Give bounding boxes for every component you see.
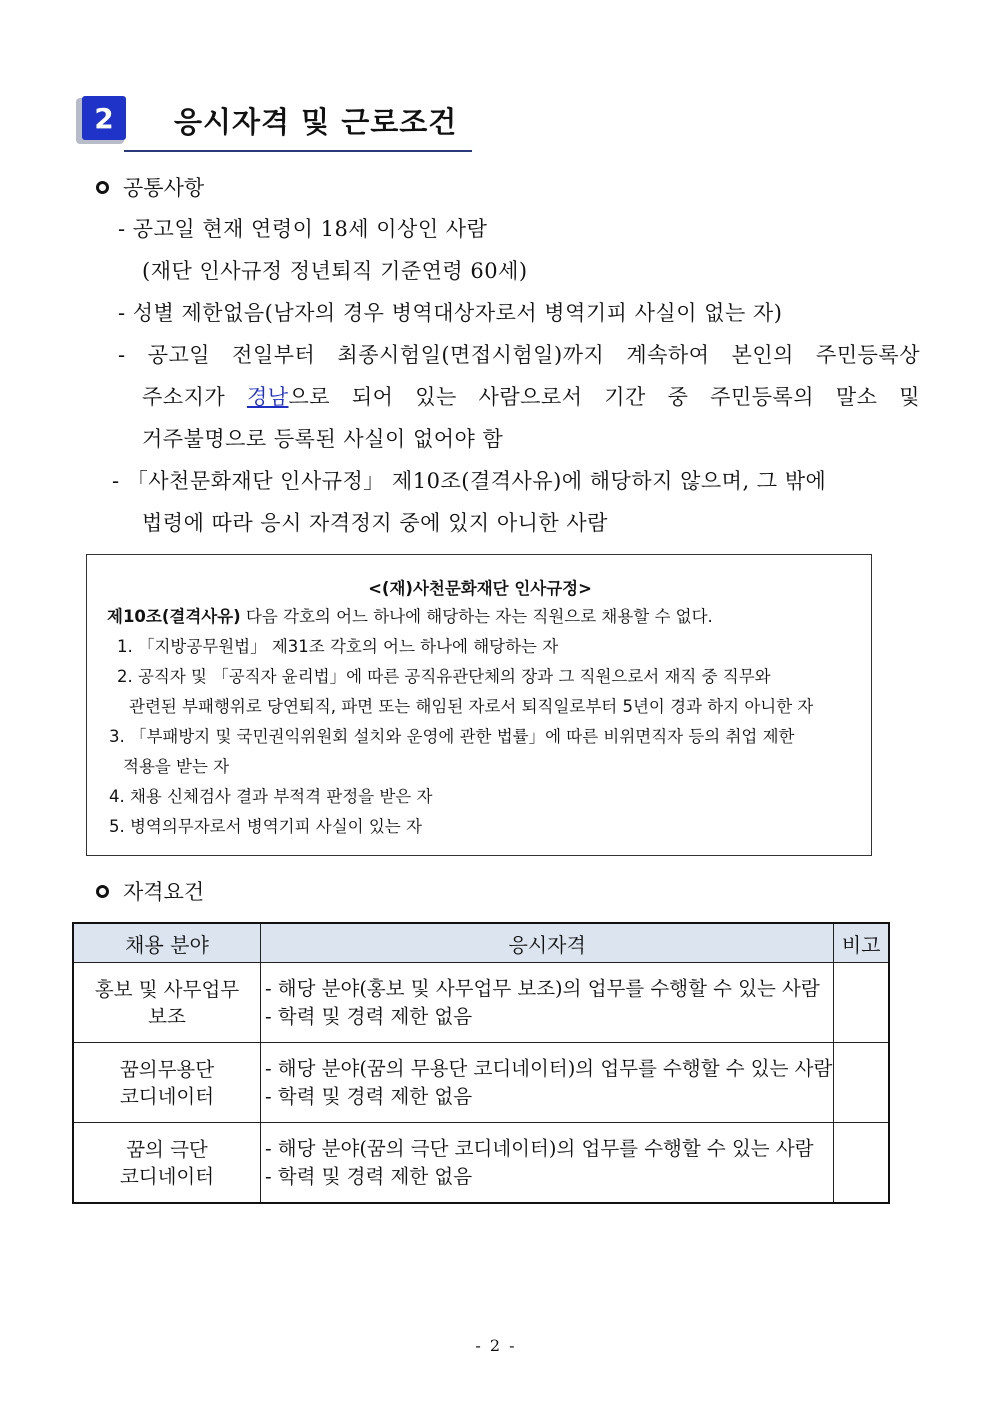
field-cell	[73, 963, 260, 1043]
qualification-cell	[260, 1043, 833, 1123]
field-cell	[73, 1043, 260, 1123]
field-line: 코디네이터	[119, 1084, 215, 1108]
address-suffix: 으로 되어 있는 사람으로서 기간 중 주민등록의 말소 및	[288, 385, 920, 409]
qualification-line: - 학력 및 경력 제한 없음	[264, 1084, 473, 1108]
note-cell	[834, 1123, 889, 1204]
regulation-item: 5. 병역의무자로서 병역기피 사실이 있는 자	[109, 817, 422, 836]
qualification-line: - 해당 분야(꿈의 무용단 코디네이터)의 업무를 수행할 수 있는 사람	[264, 1056, 833, 1080]
note-cell	[834, 1043, 889, 1123]
field-line: 꿈의무용단	[119, 1057, 215, 1081]
regulation-item: 1. 「지방공무원법」 제31조 각호의 어느 하나에 해당하는 자	[117, 637, 559, 656]
circle-bullet-icon	[96, 885, 109, 898]
table-row	[73, 963, 889, 1043]
header-field: 채용 분야	[73, 923, 260, 963]
common-line-2: (재단 인사규정 정년퇴직 기준연령 60세)	[142, 259, 528, 283]
field-line: 코디네이터	[119, 1164, 215, 1188]
section-header	[76, 96, 472, 154]
common-line-3: - 성별 제한없음(남자의 경우 병역대상자로서 병역기피 사실이 없는 자)	[118, 301, 783, 325]
table-header-row	[73, 923, 889, 963]
qualification-line: - 학력 및 경력 제한 없음	[264, 1004, 473, 1028]
header-note: 비고	[834, 923, 889, 963]
qualification-cell	[260, 963, 833, 1043]
table-row	[73, 1123, 889, 1204]
regulation-item: 2. 공직자 및 「공직자 윤리법」에 따른 공직유관단체의 장과 그 직원으로서 재직 중 직무와	[117, 667, 771, 686]
regulation-article	[107, 603, 713, 627]
common-line-1: - 공고일 현재 연령이 18세 이상인 사람	[118, 217, 488, 241]
common-heading	[96, 172, 204, 202]
field-line: 꿈의 극단	[126, 1137, 208, 1161]
common-line-8: 법령에 따라 응시 자격정지 중에 있지 아니한 사람	[142, 511, 608, 535]
requirements-table	[72, 922, 890, 1204]
field-line: 보조	[148, 1004, 186, 1028]
section-title: 응시자격 및 근로조건	[174, 105, 458, 139]
regulation-item: 적용을 받는 자	[123, 757, 230, 776]
note-cell	[834, 963, 889, 1043]
qualification-line: - 해당 분야(꿈의 극단 코디네이터)의 업무를 수행할 수 있는 사람	[264, 1136, 814, 1160]
field-cell	[73, 1123, 260, 1204]
regulation-box	[86, 554, 872, 856]
regulation-item: 4. 채용 신체검사 결과 부적격 판정을 받은 자	[109, 787, 433, 806]
article-label: 제10조(결격사유)	[107, 607, 241, 626]
qualification-line: - 학력 및 경력 제한 없음	[264, 1164, 473, 1188]
regulation-item: 관련된 부패행위로 당연퇴직, 파면 또는 해임된 자로서 퇴직일로부터 5년이 경과 하지 아니한 자	[129, 697, 814, 716]
field-line: 홍보 및 사무업무	[94, 977, 240, 1001]
common-line-4: - 공고일 전일부터 최종시험일(면접시험일)까지 계속하여 본인의 주민등록상	[118, 343, 920, 367]
requirements-heading	[96, 876, 204, 906]
qualification-line: - 해당 분야(홍보 및 사무업무 보조)의 업무를 수행할 수 있는 사람	[264, 976, 820, 1000]
section-number-badge: 2	[82, 96, 126, 140]
common-line-5	[142, 381, 920, 411]
regulation-title: <(재)사천문화재단 인사규정>	[368, 579, 592, 598]
common-line-6: 거주불명으로 등록된 사실이 없어야 함	[142, 427, 504, 451]
address-prefix: 주소지가	[142, 385, 226, 409]
page-number: - 2 -	[475, 1336, 517, 1355]
common-line-7: - 「사천문화재단 인사규정」 제10조(결격사유)에 해당하지 않으며, 그 밖에	[112, 469, 827, 493]
region-link[interactable]: 경남	[246, 385, 289, 409]
section-underline	[124, 150, 472, 152]
circle-bullet-icon	[96, 181, 109, 194]
requirements-heading-text: 자격요건	[123, 880, 205, 904]
header-qualification: 응시자격	[260, 923, 833, 963]
common-heading-text: 공통사항	[123, 176, 205, 200]
table-row	[73, 1043, 889, 1123]
qualification-cell	[260, 1123, 833, 1204]
article-text: 다음 각호의 어느 하나에 해당하는 자는 직원으로 채용할 수 없다.	[240, 607, 713, 626]
regulation-item: 3. 「부패방지 및 국민권익위원회 설치와 운영에 관한 법률」에 따른 비위면직자 등의 취업 제한	[109, 727, 795, 746]
